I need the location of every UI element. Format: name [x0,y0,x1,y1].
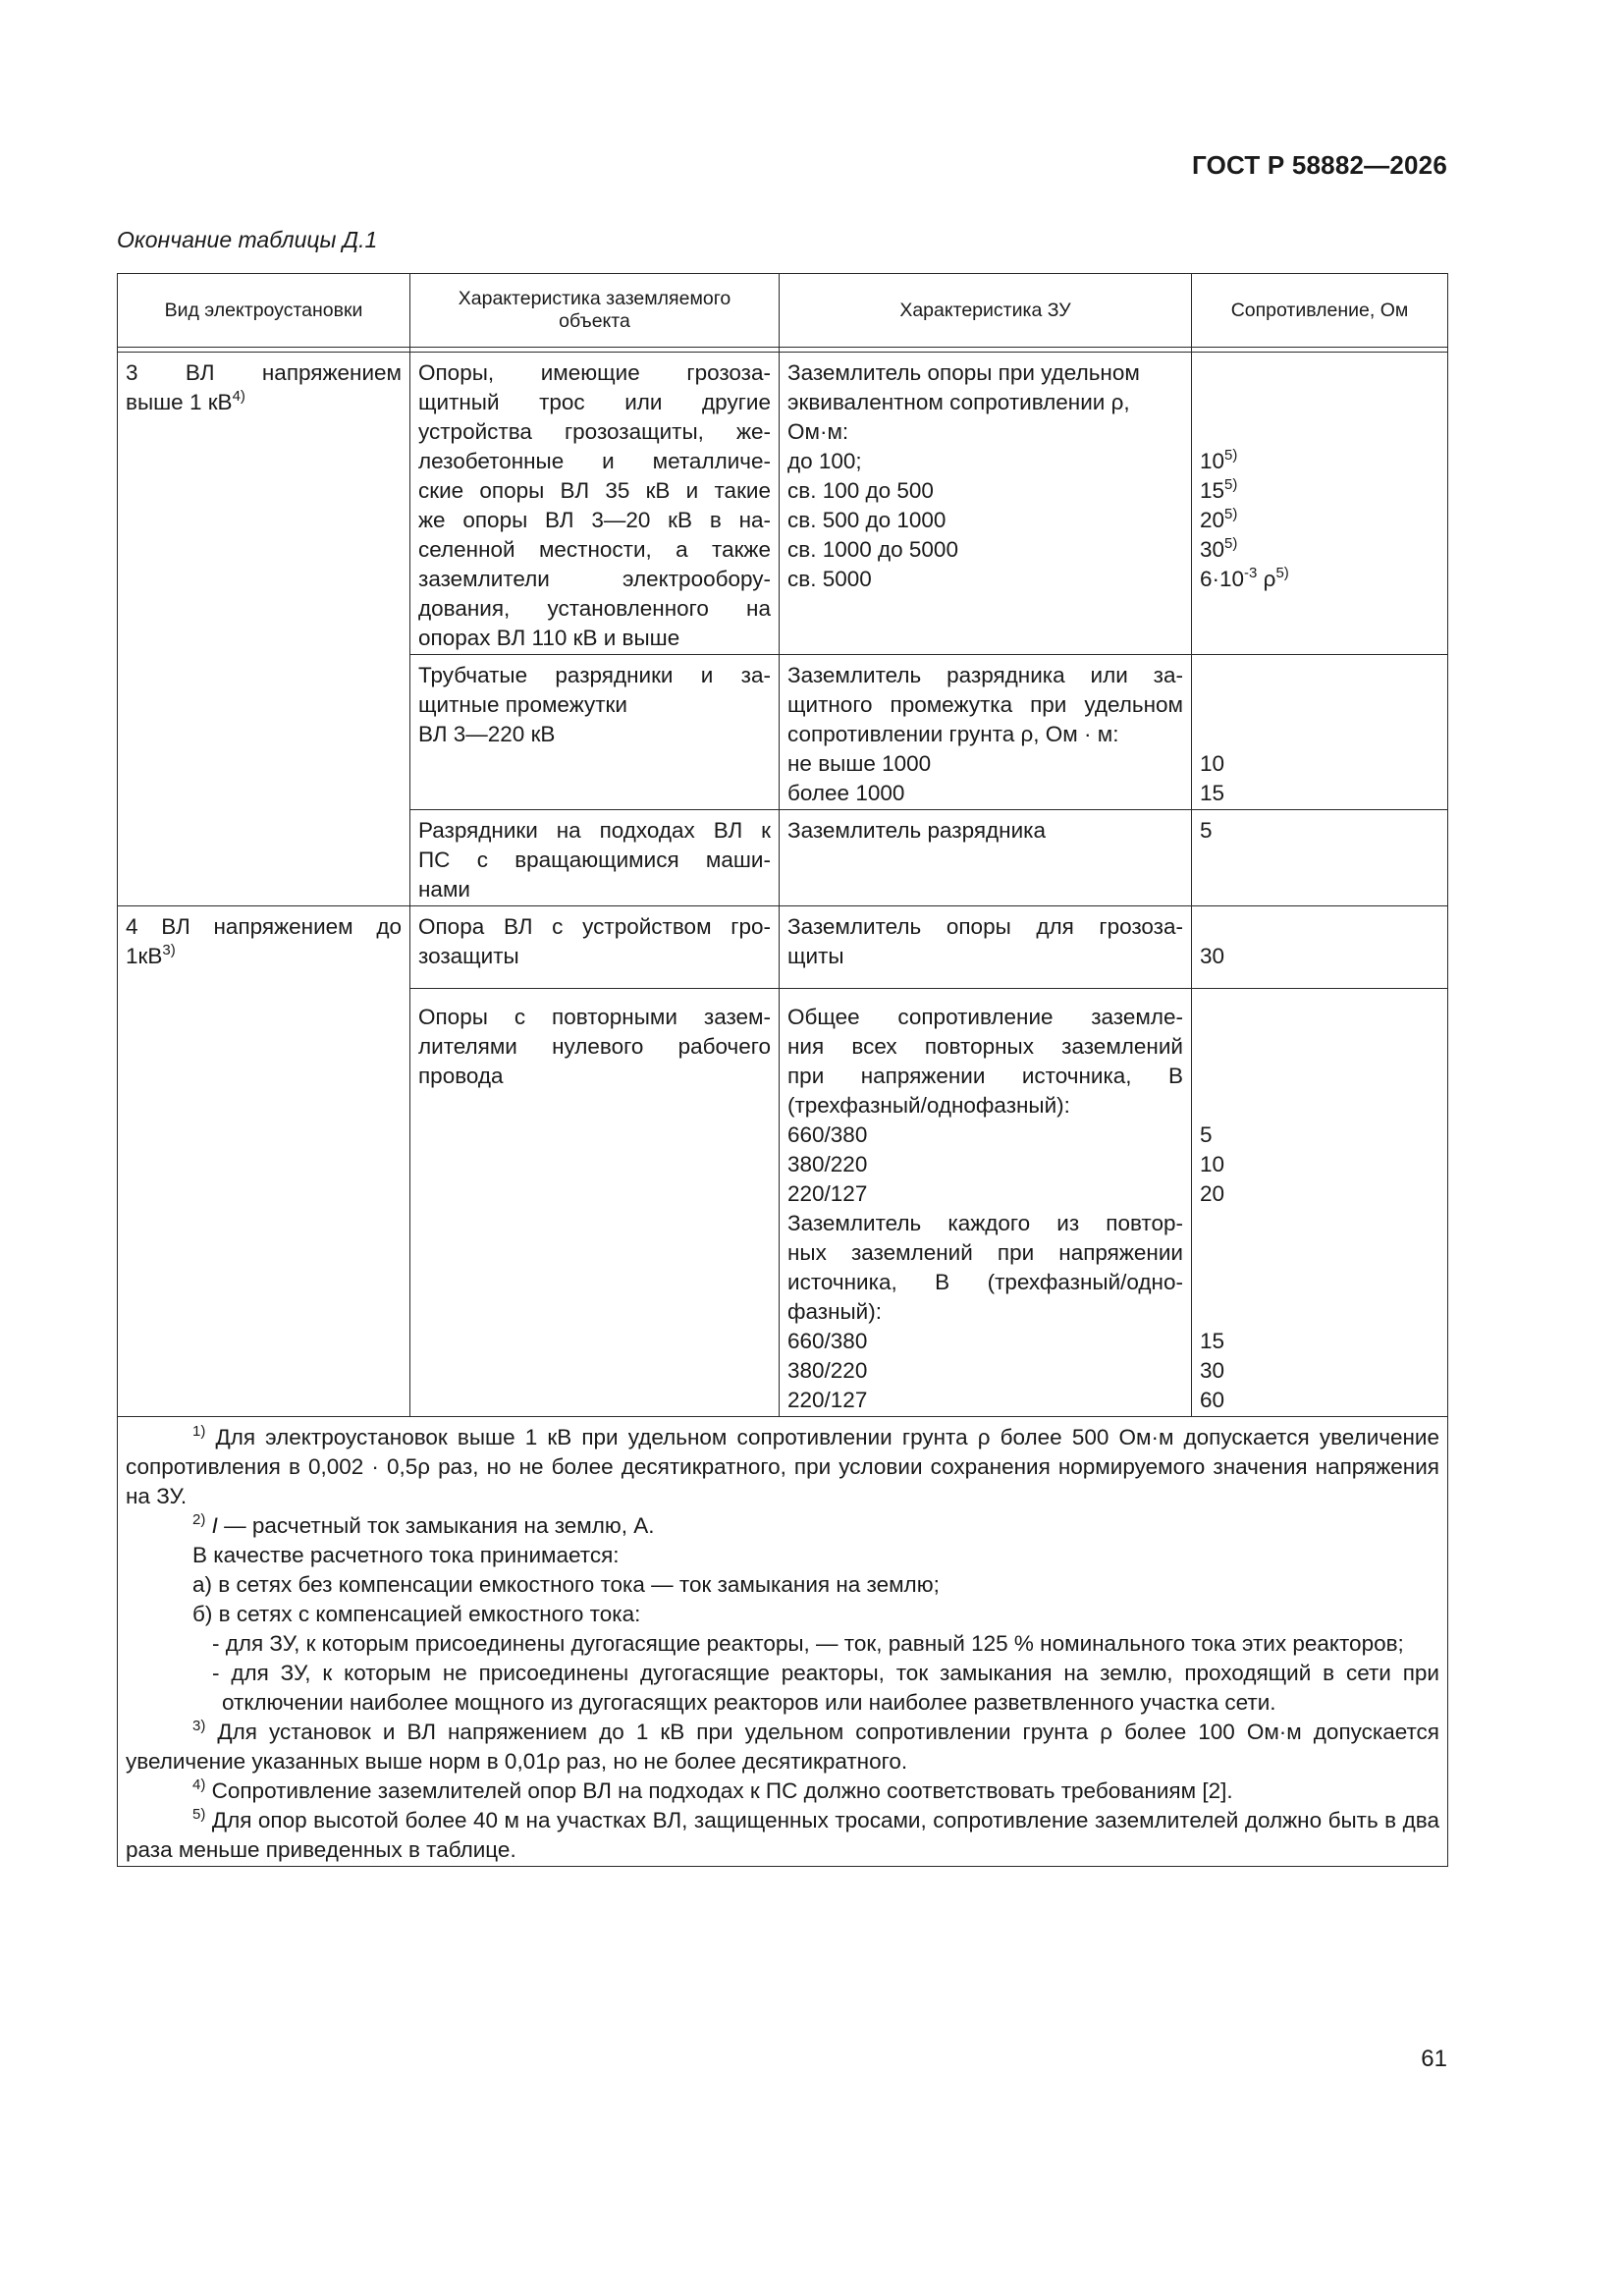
column-header: Вид электроустановки [118,274,410,348]
zu-cell: Заземлитель разрядника или за- щитного промежутка при удельном сопротивлении грунта ρ, Ом · м: не выше 1000 более 1000 [780,655,1192,810]
zu-cell: Общее сопротивление заземле- ния всех повторных заземлений при напряжении источника, В (трехфазный/однофазный): 660/380 380/220 220/127 Заземлитель каждого из повтор- ных заземлений при напряжении источника, В (трехфазный/одно- фазный): 660/380 380/220 220/127 [780,989,1192,1417]
table-footnotes: $^{1)}$ Для электроустановок выше 1 кВ при удельном сопротивлении грунта ρ более 500 Ом·м допускается увеличение сопротивления в 0,002 · 0,5ρ раз, но не более десятикратного, при условии сохранения нормируемого значения напряжения на ЗУ. $^{2)}$ I — расчетный ток замыкания на землю, А. В качестве расчетного тока принимается: а) в сетях без компенсации емкостного тока — ток замыкания на землю; б) в сетях с компенсацией емкостного тока: - для ЗУ, к которым присоединены дугогасящие реакторы, — ток, равный 125 % номинального тока этих реакторов; - для ЗУ, к которым не присоединены дугогасящие реакторы, ток замыкания на землю, проходящий в сети при отключении наиболее мощного из дугогасящих реакторов или наиболее разветвленного участка сети. $^{3)}$ Для установок и ВЛ напряжением до 1 кВ при удельном сопротивлении грунта ρ более 100 Ом·м допускается увеличение указанных выше норм в 0,01ρ раз, но не более десятикратного. $^{4)}$ Сопротивление заземлителей опор ВЛ на подходах к ПС должно соответствовать требованиям [2]. $^{5)}$ Для опор высотой более 40 м на участках ВЛ, защищенных тросами, сопротивление заземлителей должно быть в два раза меньше приведенных в таблице. [118,1417,1448,1867]
table-header-row [118,274,1448,348]
table-row [118,906,1448,989]
resistance-cell: 30 [1192,906,1448,989]
table-row [118,353,1448,655]
grounding-resistance-table [117,273,1448,1867]
resistance-cell: 10 15 [1192,655,1448,810]
object-cell: Опоры с повторными зазем- лителями нулевого рабочего провода [410,989,780,1417]
object-cell: Опоры, имеющие грозоза- щитный трос или другие устройства грозозащиты, же- лезобетонные и металличе- ские опоры ВЛ 35 кВ и такие же опоры ВЛ 3—20 кВ в на- селенной местности, а также заземлители электрообору- дования, установленного на опорах ВЛ 110 кВ и выше [410,353,780,655]
table-caption: Окончание таблицы Д.1 [117,227,378,252]
footnote-3: $^{3)}$ Для установок и ВЛ напряжением до 1 кВ при удельном сопротивлении грунта ρ более 100 Ом·м допускается увеличение указанных выше норм в 0,01ρ раз, но не более десятикратного. [126,1718,1439,1774]
installation-type-cell: 4 ВЛ напряжением до $1кВ^{3)}$ [118,906,410,1417]
object-cell: Трубчатые разрядники и за- щитные промежутки ВЛ 3—220 кВ [410,655,780,810]
zu-cell: Заземлитель опоры при удельном эквивалентном сопротивлении ρ, Ом·м: до 100; св. 100 до 500 св. 500 до 1000 св. 1000 до 5000 св. 5000 [780,353,1192,655]
column-header: Характеристика ЗУ [780,274,1192,348]
resistance-cell: 5 10 20 15 30 60 [1192,989,1448,1417]
footnote-4: $^{4)}$ Сопротивление заземлителей опор ВЛ на подходах к ПС должно соответствовать требованиям [2]. [192,1777,1233,1803]
resistance-cell: 5 [1192,810,1448,906]
footnote-5: $^{5)}$ Для опор высотой более 40 м на участках ВЛ, защищенных тросами, сопротивление заземлителей должно быть в два раза меньше приведенных в таблице. [126,1806,1439,1862]
zu-cell: Заземлитель разрядника [780,810,1192,906]
object-cell: Разрядники на подходах ВЛ к ПС с вращающимися маши- нами [410,810,780,906]
column-header: Сопротивление, Ом [1192,274,1448,348]
object-cell: Опора ВЛ с устройством гро- зозащиты [410,906,780,989]
standard-code: ГОСТ Р 58882—2026 [1192,150,1447,180]
column-header: Характеристика заземляемого объекта [410,274,780,348]
page-number: 61 [1421,2046,1447,2072]
resistance-cell: 10$^{5)}$ 15$^{5)}$ 20$^{5)}$ 30$^{5)}$ $6\cdot 10^{-3}$ $\rho^{5)}$ [1192,353,1448,655]
zu-cell: Заземлитель опоры для грозоза- щиты [780,906,1192,989]
footnote-1: $^{1)}$ Для электроустановок выше 1 кВ при удельном сопротивлении грунта ρ более 500 Ом·м допускается увеличение сопротивления в 0,002 · 0,5ρ раз, но не более десятикратного, при условии сохранения нормируемого значения напряжения на ЗУ. [126,1423,1440,1508]
footnote-2: $^{2)}$ I — расчетный ток замыкания на землю, А. [192,1511,655,1538]
installation-type-cell: 3 ВЛ напряжением выше 1 $кВ^{4)}$ [118,353,410,906]
